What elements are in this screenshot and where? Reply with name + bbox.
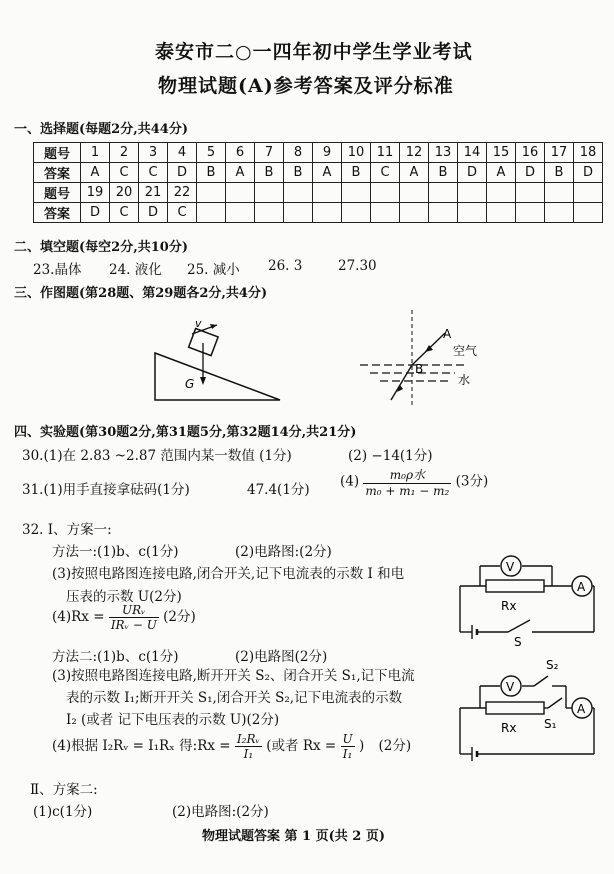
empty-cell	[574, 203, 603, 223]
refraction-diagram	[355, 305, 500, 410]
answer-cell: C	[168, 203, 197, 223]
q31-part1: 31.(1)用手直接拿砝码(1分)	[22, 482, 190, 498]
table-row-answers	[34, 163, 603, 183]
q31-part4-score: (3分)	[455, 473, 489, 490]
incline-diagram	[145, 315, 290, 405]
question-number-cell: 8	[284, 143, 313, 163]
formula-prefix: (4)根据 I₂Rᵥ = I₁Rₓ 得:Rx =	[52, 738, 231, 754]
fill-answer: 25. 减小	[187, 262, 240, 278]
empty-cell	[284, 183, 313, 203]
answer-cell: B	[255, 163, 284, 183]
question-number-cell: 1	[81, 143, 110, 163]
empty-cell	[226, 203, 255, 223]
formula-denominator: IRᵥ − U	[110, 618, 157, 632]
method2-step4	[52, 732, 411, 761]
row-label-number: 题号	[34, 183, 81, 203]
table-row-numbers	[34, 183, 603, 203]
rx-formula	[109, 603, 159, 632]
section3-title: 三、作图题(第28题、第29题各2分,共4分)	[14, 286, 268, 301]
plan2-heading: Ⅱ、方案二:	[30, 782, 98, 798]
empty-cell	[197, 203, 226, 223]
switch1-label: S₁	[544, 717, 557, 731]
answer-cell: B	[284, 163, 313, 183]
answer-cell: D	[516, 163, 545, 183]
empty-cell	[487, 183, 516, 203]
question-number-cell: 19	[81, 183, 110, 203]
method2-step3-cont2: I₂ (或者 记下电压表的示数 U)(2分)	[66, 712, 280, 728]
empty-cell	[545, 183, 574, 203]
question-number-cell: 4	[168, 143, 197, 163]
fill-answer: 27.30	[338, 258, 377, 274]
water-label: 水	[458, 373, 471, 387]
formula-numerator: m₀ρ水	[363, 466, 451, 484]
circuit-diagram-method1	[448, 550, 603, 650]
formula-score: (2分)	[378, 738, 412, 754]
density-formula	[363, 466, 451, 498]
empty-cell	[255, 183, 284, 203]
section1-title: 一、选择题(每题2分,共44分)	[14, 122, 188, 137]
answer-cell: D	[458, 163, 487, 183]
empty-cell	[197, 183, 226, 203]
q31-part2: 47.4(1分)	[247, 482, 310, 498]
section2-title: 二、填空题(每空2分,共10分)	[14, 240, 188, 255]
table-row-numbers	[34, 143, 603, 163]
empty-cell	[400, 203, 429, 223]
method1-step1: 方法一:(1)b、c(1分)	[52, 544, 179, 560]
ammeter-label: A	[577, 580, 586, 594]
formula-denominator: I₁	[342, 747, 353, 761]
question-number-cell: 3	[139, 143, 168, 163]
answer-cell: D	[574, 163, 603, 183]
switch-label: S	[514, 635, 522, 649]
ammeter-label: A	[577, 702, 586, 716]
question-number-cell: 20	[110, 183, 139, 203]
formula-prefix: (4)Rx =	[52, 609, 105, 625]
row-label-number: 题号	[34, 143, 81, 163]
empty-cell	[545, 203, 574, 223]
air-label: 空气	[453, 344, 478, 358]
formula-score: (2分)	[163, 609, 196, 625]
method2-step3: (3)按照电路图连接电路,断开开关 S₂、闭合开关 S₁,记下电流	[52, 668, 415, 684]
empty-cell	[487, 203, 516, 223]
empty-cell	[516, 183, 545, 203]
question-number-cell: 13	[429, 143, 458, 163]
answer-cell: B	[429, 163, 458, 183]
question-number-cell: 5	[197, 143, 226, 163]
question-number-cell: 2	[110, 143, 139, 163]
question-number-cell: 21	[139, 183, 168, 203]
velocity-label: v	[195, 317, 202, 330]
q30-part1: 30.(1)在 2.83 ~2.87 范围内某一数值 (1分)	[22, 448, 292, 464]
question-number-cell: 22	[168, 183, 197, 203]
q31-part4-label: (4)	[340, 473, 360, 490]
formula-numerator: U	[342, 732, 353, 746]
answer-cell: A	[487, 163, 516, 183]
ray-a-label: A	[443, 327, 452, 341]
formula-alt-prefix: (或者 Rx =	[266, 738, 337, 754]
question-number-cell: 11	[371, 143, 400, 163]
question-number-cell: 12	[400, 143, 429, 163]
point-b-label: B	[415, 362, 424, 376]
empty-cell	[429, 183, 458, 203]
voltmeter-label: V	[506, 680, 515, 694]
rx-formula-alt	[341, 732, 355, 761]
answer-cell: C	[139, 163, 168, 183]
answer-cell: C	[110, 203, 139, 223]
method2-step2: (2)电路图(2分)	[235, 649, 328, 665]
empty-cell	[458, 183, 487, 203]
answer-cell: D	[168, 163, 197, 183]
q32-heading: 32. Ⅰ、方案一:	[22, 522, 112, 538]
fill-answer: 26. 3	[268, 258, 303, 274]
method2-step1: 方法二:(1)b、c(1分)	[52, 649, 179, 665]
answer-table-1	[33, 142, 603, 223]
voltmeter-label: V	[506, 560, 515, 574]
table-row-answers	[34, 203, 603, 223]
answer-cell: D	[81, 203, 110, 223]
fill-answer: 23.晶体	[33, 262, 82, 278]
plan2-step2: (2)电路图:(2分)	[172, 804, 269, 820]
answer-cell: B	[545, 163, 574, 183]
empty-cell	[400, 183, 429, 203]
question-number-cell: 6	[226, 143, 255, 163]
rx-formula	[235, 732, 262, 761]
method1-step2: (2)电路图:(2分)	[235, 544, 332, 560]
answer-cell: C	[371, 163, 400, 183]
method2-step3-cont: 表的示数 I₁;断开开关 S₁,闭合开关 S₂,记下电流表的示数	[66, 690, 403, 706]
empty-cell	[313, 203, 342, 223]
section4-title: 四、实验题(第30题2分,第31题5分,第32题14分,共21分)	[14, 425, 357, 440]
question-number-cell: 14	[458, 143, 487, 163]
empty-cell	[371, 203, 400, 223]
empty-cell	[313, 183, 342, 203]
answer-cell: A	[226, 163, 255, 183]
empty-cell	[516, 203, 545, 223]
plan2-step1: (1)c(1分)	[33, 804, 93, 820]
formula-numerator: I₂Rᵥ	[236, 732, 260, 746]
question-number-cell: 15	[487, 143, 516, 163]
empty-cell	[429, 203, 458, 223]
formula-numerator: URᵥ	[109, 603, 159, 618]
formula-close: )	[358, 738, 365, 754]
answer-cell: A	[400, 163, 429, 183]
page-footer: 物理试题答案 第 1 页(共 2 页)	[202, 829, 386, 844]
row-label-answer: 答案	[34, 203, 81, 223]
empty-cell	[255, 203, 284, 223]
answer-cell: C	[110, 163, 139, 183]
answer-cell: B	[197, 163, 226, 183]
empty-cell	[371, 183, 400, 203]
empty-cell	[342, 183, 371, 203]
question-number-cell: 10	[342, 143, 371, 163]
formula-denominator: m₀ + m₁ − m₂	[365, 484, 450, 498]
circuit-diagram-method2	[448, 658, 603, 770]
empty-cell	[226, 183, 255, 203]
question-number-cell: 18	[574, 143, 603, 163]
answer-cell: A	[81, 163, 110, 183]
fill-answer: 24. 液化	[109, 262, 162, 278]
empty-cell	[342, 203, 371, 223]
resistor-label: Rx	[501, 721, 517, 735]
method1-step4	[52, 603, 196, 632]
question-number-cell: 17	[545, 143, 574, 163]
question-number-cell: 9	[313, 143, 342, 163]
q30-part2: (2) −14(1分)	[348, 448, 433, 464]
row-label-answer: 答案	[34, 163, 81, 183]
empty-cell	[574, 183, 603, 203]
resistor-label: Rx	[501, 599, 517, 613]
answer-cell: A	[313, 163, 342, 183]
method1-step3: (3)按照电路图连接电路,闭合开关,记下电流表的示数 I 和电	[52, 566, 405, 582]
switch2-label: S₂	[546, 658, 559, 672]
document-title: 泰安市二○一四年初中学生学业考试	[155, 41, 473, 63]
question-number-cell: 16	[516, 143, 545, 163]
gravity-label: G	[185, 377, 195, 391]
question-number-cell: 7	[255, 143, 284, 163]
document-subtitle: 物理试题(A)参考答案及评分标准	[158, 75, 454, 97]
empty-cell	[458, 203, 487, 223]
formula-denominator: I₁	[243, 747, 254, 761]
answer-cell: B	[342, 163, 371, 183]
method1-step3-cont: 压表的示数 U(2分)	[66, 589, 182, 605]
q31-part4	[340, 466, 488, 498]
empty-cell	[284, 203, 313, 223]
answer-cell: D	[139, 203, 168, 223]
